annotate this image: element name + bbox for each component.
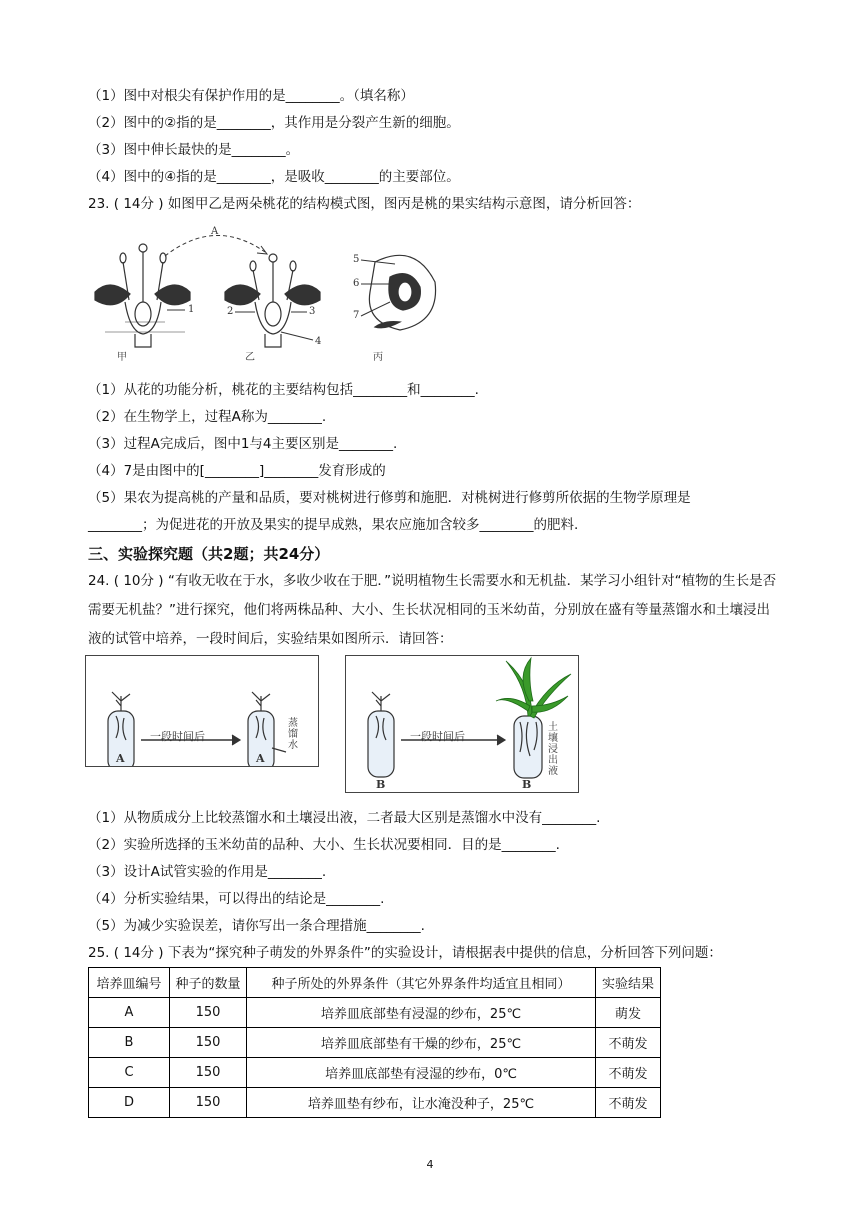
section-heading: 三、实验探究题（共2题；共24分） xyxy=(88,545,330,563)
q23-item-4: （4）7是由图中的[________]________发育形成的 xyxy=(88,463,386,479)
q23-item-2: （2）在生物学上，过程A称为________. xyxy=(88,409,327,425)
fig-label-1: 1 xyxy=(188,304,195,315)
tube-label-b-after: B xyxy=(522,778,532,791)
label-distilled-water: 蒸馏水 xyxy=(288,718,298,751)
col-seed-count: 种子的数量 xyxy=(170,968,247,998)
tube-label-a-before: A xyxy=(116,752,125,765)
table-row xyxy=(89,1058,661,1088)
q24-item-5: （5）为减少实验误差，请你写出一条合理措施________. xyxy=(88,918,425,934)
fig-label-5: 5 xyxy=(353,254,360,265)
fig-label-7: 7 xyxy=(353,310,360,321)
cell-result: 不萌发 xyxy=(596,1088,661,1118)
seed-germination-table xyxy=(88,967,661,1118)
fig-label-yi: 乙 xyxy=(245,352,255,363)
peach-flower-diagram xyxy=(85,222,455,362)
tube-b-diagram xyxy=(346,656,578,792)
cell-seed-count: 150 xyxy=(170,1028,247,1058)
cell-result: 萌发 xyxy=(596,998,661,1028)
tube-label-a-after: A xyxy=(256,752,265,765)
col-dish-id: 培养皿编号 xyxy=(89,968,170,998)
q24-item-2: （2）实验所选择的玉米幼苗的品种、大小、生长状况要相同．目的是________. xyxy=(88,837,560,853)
table-header-row xyxy=(89,968,661,998)
tube-label-b-before: B xyxy=(376,778,386,791)
cell-conditions: 培养皿底部垫有干燥的纱布，25℃ xyxy=(247,1028,596,1058)
experiment-b-figure xyxy=(345,655,579,793)
q22-item-4: （4）图中的④指的是________，是吸收________的主要部位。 xyxy=(88,169,460,185)
q24-item-1: （1）从物质成分上比较蒸馏水和土壤浸出液，二者最大区别是蒸馏水中没有________. xyxy=(88,810,601,826)
cell-result: 不萌发 xyxy=(596,1058,661,1088)
cell-dish-id: D xyxy=(89,1088,170,1118)
cell-dish-id: A xyxy=(89,998,170,1028)
table-row xyxy=(89,1028,661,1058)
arrow-label-b: 一段时间后 xyxy=(410,730,465,743)
fig-label-4: 4 xyxy=(315,336,322,347)
fig-label-2: 2 xyxy=(227,306,234,317)
cell-dish-id: C xyxy=(89,1058,170,1088)
cell-dish-id: B xyxy=(89,1028,170,1058)
cell-conditions: 培养皿底部垫有浸湿的纱布，0℃ xyxy=(247,1058,596,1088)
col-result: 实验结果 xyxy=(596,968,661,998)
fig-label-process-a: A xyxy=(211,226,219,237)
q22-item-2: （2）图中的②指的是________，其作用是分裂产生新的细胞。 xyxy=(88,115,460,131)
q25-title: 25. ( 14分 ) 下表为“探究种子萌发的外界条件”的实验设计，请根据表中提供的信息，分析回答下列问题： xyxy=(88,945,722,961)
q22-item-1: （1）图中对根尖有保护作用的是________。（填名称） xyxy=(88,88,414,104)
cell-conditions: 培养皿底部垫有浸湿的纱布，25℃ xyxy=(247,998,596,1028)
q23-item-5b: ________；为促进花的开放及果实的提早成熟，果农应施加含较多________的肥料. xyxy=(88,517,579,533)
page-number: 4 xyxy=(426,1158,434,1171)
q23-item-3: （3）过程A完成后，图中1与4主要区别是________. xyxy=(88,436,398,452)
cell-seed-count: 150 xyxy=(170,998,247,1028)
arrow-label-a: 一段时间后 xyxy=(150,730,205,743)
q23-item-1: （1）从花的功能分析，桃花的主要结构包括________和________. xyxy=(88,382,479,398)
cell-seed-count: 150 xyxy=(170,1088,247,1118)
q24-item-4: （4）分析实验结果，可以得出的结论是________. xyxy=(88,891,385,907)
q22-item-3: （3）图中伸长最快的是________。 xyxy=(88,142,300,158)
q23-item-5a: （5）果农为提高桃的产量和品质，要对桃树进行修剪和施肥．对桃树进行修剪所依据的生物学原理是 xyxy=(88,490,691,506)
fig-label-bing: 丙 xyxy=(373,352,383,363)
table-row xyxy=(89,998,661,1028)
tube-a-diagram xyxy=(86,656,318,766)
cell-seed-count: 150 xyxy=(170,1058,247,1088)
q23-title: 23. ( 14分 ) 如图甲乙是两朵桃花的结构模式图，图丙是桃的果实结构示意图，请分析回答： xyxy=(88,196,641,212)
col-conditions: 种子所处的外界条件（其它外界条件均适宜且相同） xyxy=(247,968,596,998)
fig-label-3: 3 xyxy=(309,306,316,317)
peach-flower-figure xyxy=(85,222,455,362)
experiment-a-figure xyxy=(85,655,319,767)
q24-item-3: （3）设计A试管实验的作用是________. xyxy=(88,864,327,880)
cell-conditions: 培养皿垫有纱布，让水淹没种子，25℃ xyxy=(247,1088,596,1118)
table-row xyxy=(89,1088,661,1118)
q24-text: 24. ( 10分 ) “有收无收在于水，多收少收在于肥．”说明植物生长需要水和无机盐．某学习小组针对“植物的生长是否需要无机盐？”进行探究，他们将两株品种、大小、生长状况相同的玉米幼苗，分别放在盛有等量蒸馏水和土壤浸出液的试管中培养，一段时间后，实验结果如图所示．请回答： xyxy=(88,573,777,647)
cell-result: 不萌发 xyxy=(596,1028,661,1058)
fig-label-6: 6 xyxy=(353,278,360,289)
label-soil-extract: 土壤浸出液 xyxy=(548,722,558,777)
fig-label-jia: 甲 xyxy=(117,352,127,363)
